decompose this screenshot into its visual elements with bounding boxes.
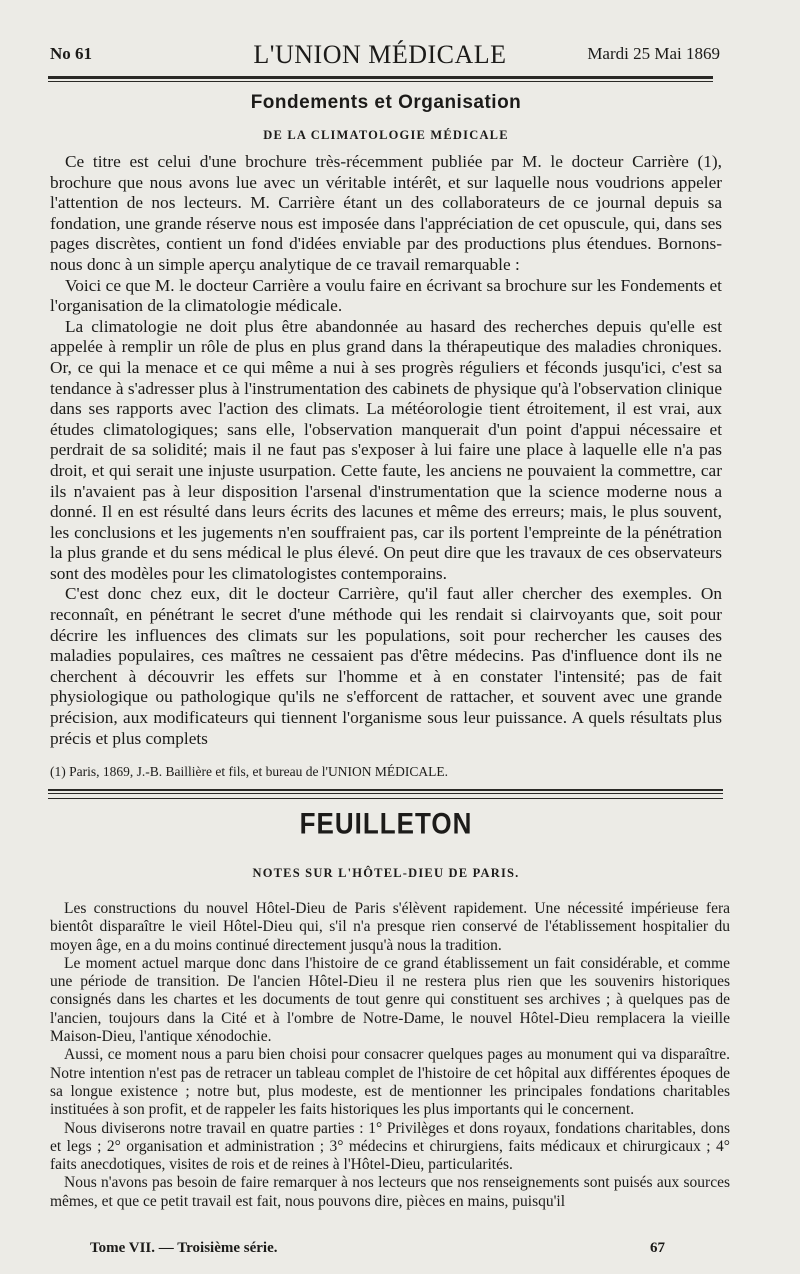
article-paragraph: Ce titre est celui d'une brochure très-récemment publiée par M. le docteur Carrière (1), brochure que nous avons lue avec un véritable intérêt, et sur laquelle nous voudrions appeler l'attention de nos lecteurs. M. Carrière étant un des collaborateurs de ce journal depuis sa fondation, une grande réserve nous est imposée dans l'appréciation de cet opuscule, qui, dans ses pages discrètes, contient un fond d'idées enviable par des productions plus étendues. Bornons-nous donc à un simple aperçu analytique de ce travail remarquable : xyxy=(50,152,722,274)
volume-series: Tome VII. — Troisième série. xyxy=(90,1240,278,1256)
journal-title: L'UNION MÉDICALE xyxy=(253,40,507,69)
issue-number: No 61 xyxy=(50,44,93,63)
article-title: Fondements et Organisation xyxy=(250,92,522,113)
feuilleton-subtitle: NOTES SUR L'HÔTEL-DIEU DE PARIS. xyxy=(252,866,520,880)
issue-date: Mardi 25 Mai 1869 xyxy=(587,44,720,63)
page-header xyxy=(48,40,720,74)
feuilleton-paragraph: Le moment actuel marque donc dans l'histoire de ce grand établissement un fait considérable, et comme une période de transition. De l'ancien Hôtel-Dieu il ne restera plus rien que les souvenirs historiques consignés dans les chartes et les documents de tout genre qui constituent ses archives ; à quelques pas de l'ancien, toujours dans la Cité et à l'ombre de Notre-Dame, le nouvel Hôtel-Dieu remplacera la vieille Maison-Dieu, l'antique xénodochie. xyxy=(50,954,730,1046)
page-footer xyxy=(90,1240,665,1262)
article-paragraph: Voici ce que M. le docteur Carrière a voulu faire en écrivant sa brochure sur les Fondements et l'organisation de la climatologie médicale. xyxy=(50,275,722,316)
section-divider-thin xyxy=(48,793,723,794)
article-body xyxy=(50,152,722,749)
feuilleton-paragraph: Nous diviserons notre travail en quatre parties : 1° Privilèges et dons royaux, fondations charitables, dons et legs ; 2° organisation et administration ; 3° médecins et chirurgiens, faits médicaux et chirurgicaux ; 4° faits anecdotiques, visites de rois et de reines à l'Hôtel-Dieu, particularités. xyxy=(50,1119,730,1174)
feuilleton-body xyxy=(50,900,730,1211)
header-rule xyxy=(48,76,713,79)
section-divider xyxy=(48,789,723,791)
article-footnote: (1) Paris, 1869, J.-B. Baillière et fils, et bureau de l'UNION MÉDICALE. xyxy=(50,764,448,779)
header-rule-thin xyxy=(48,81,713,82)
feuilleton-paragraph: Aussi, ce moment nous a paru bien choisi pour consacrer quelques pages au monument qui va disparaître. Notre intention n'est pas de retracer un tableau complet de l'histoire de cet hôpital aux différentes époques de sa longue existence ; notre but, plus modeste, est de mentionner les principales fondations charitables instituées à son profit, et de rappeler les faits historiques les plus importants qui le concernent. xyxy=(50,1046,730,1119)
section-divider-thin xyxy=(48,798,723,799)
page-number: 67 xyxy=(650,1240,665,1256)
article-subtitle: DE LA CLIMATOLOGIE MÉDICALE xyxy=(263,128,509,142)
article-paragraph: C'est donc chez eux, dit le docteur Carrière, qu'il faut aller chercher des exemples. On reconnaît, en pénétrant le secret d'une méthode qui les rendait si clairvoyants que, soit pour décrire les influences des climats sur les populations, soit pour rechercher les causes des maladies populaires, ces maîtres ne cessaient pas d'être médecins. Pas d'influence dont ils ne cherchent à découvrir les effets sur l'homme et à en constater l'intensité; pas de fait physiologique ou pathologique qu'ils ne s'efforcent de rattacher, et souvent avec une grande précision, aux modificateurs qui tiennent l'organisme sous leur puissance. A quels résultats plus précis et plus complets xyxy=(50,584,722,748)
feuilleton-paragraph: Nous n'avons pas besoin de faire remarquer à nos lecteurs que nos renseignements sont puisés aux sources mêmes, et que ce petit travail est fait, nous pouvons dire, pièces en mains, puisqu'il xyxy=(50,1174,730,1210)
article-paragraph: La climatologie ne doit plus être abandonnée au hasard des recherches depuis qu'elle est appelée à remplir un rôle de plus en plus grand dans la thérapeutique des maladies chroniques. Or, ce qui la menace et ce qui même a nui à ses progrès réguliers et féconds jusqu'ici, c'est sa tendance à s'adresser plus à l'instrumentation des cabinets de physique qu'à l'observation clinique dans ses rapports avec l'action des climats. La météorologie tient étroitement, il est vrai, aux études climatologiques; sans elle, l'observation manquerait d'un point d'appui nécessaire et perdrait de sa solidité; mais il ne faut pas s'exposer à lui faire une place à laquelle elle n'a pas droit, et qui serait une injuste usurpation. Cette faute, les anciens ne pouvaient la commettre, car ils n'avaient pas à leur disposition l'arsenal d'instrumentation que la science moderne nous a donné. Il en est résulté dans leurs écrits des lacunes et même des erreurs; mais, le plus souvent, les conclusions et les jugements n'en souffraient pas, car ils portent l'empreinte de la pénétration la plus grande et du sens médical le plus élevé. On peut dire que les travaux de ces observateurs sont des modèles pour les climatologistes contemporains. xyxy=(50,316,722,583)
feuilleton-paragraph: Les constructions du nouvel Hôtel-Dieu de Paris s'élèvent rapidement. Une nécessité impérieuse fera bientôt disparaître le vieil Hôtel-Dieu qui, s'il n'a presque rien conservé de l'établissement hospitalier du moyen âge, en a du moins continué directement jusqu'à nous la tradition. xyxy=(50,900,730,954)
feuilleton-title: FEUILLETON xyxy=(299,805,473,841)
